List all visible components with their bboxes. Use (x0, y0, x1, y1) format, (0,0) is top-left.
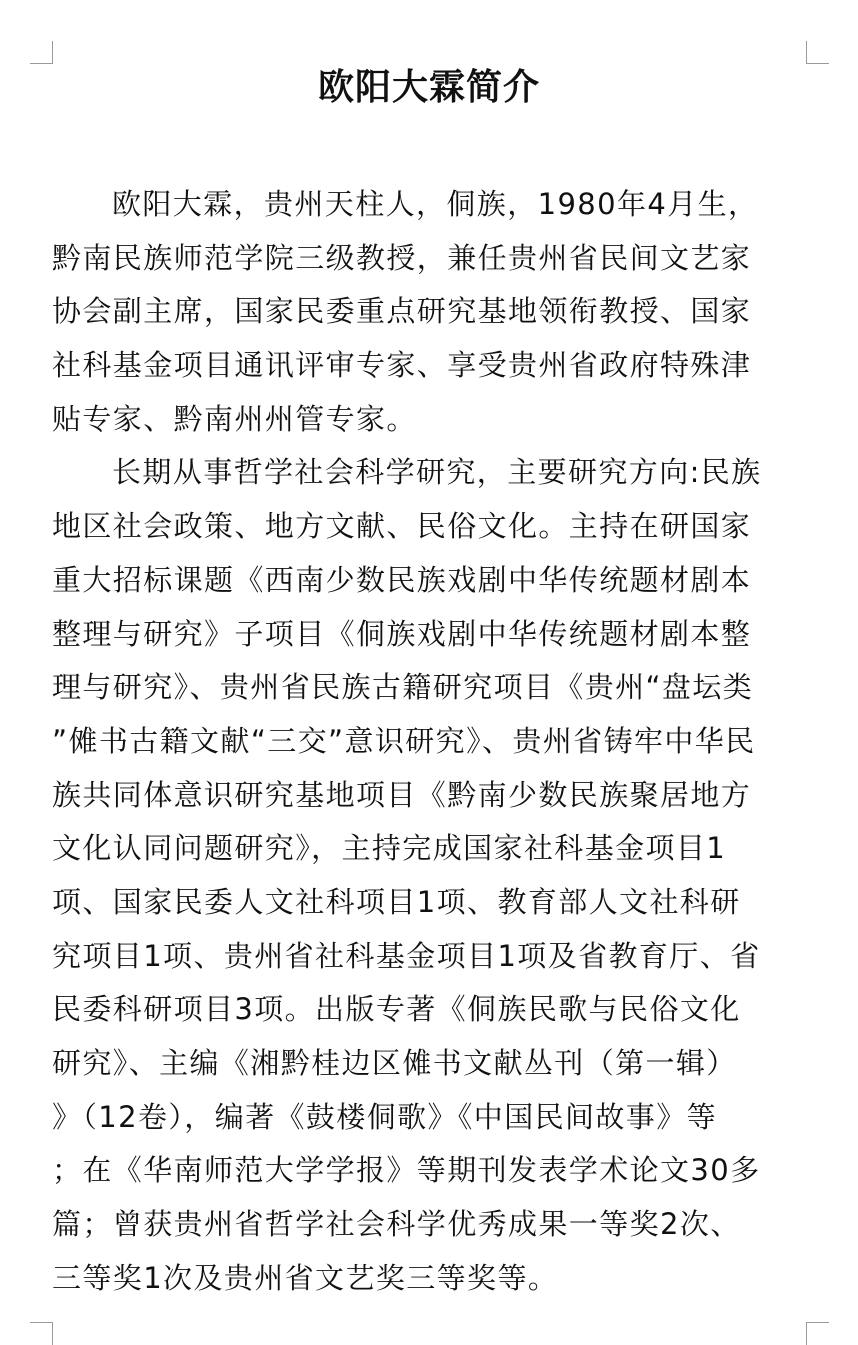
paragraph-line: 重大招标课题《西南少数民族戏剧中华传统题材剧本 (52, 562, 752, 597)
paragraph-line: 项、国家民委人文社科项目1项、教育部人文社科研 (52, 884, 741, 919)
paragraph-line: 社科基金项目通讯评审专家、享受贵州省政府特殊津 (52, 348, 752, 383)
paragraph-2 (52, 446, 812, 1305)
paragraph-line: 究项目1项、贵州省社科基金项目1项及省教育厅、省 (52, 938, 761, 973)
paragraph-line: 黔南民族师范学院三级教授，兼任贵州省民间文艺家 (52, 240, 752, 275)
paragraph-line: 长期从事哲学社会科学研究，主要研究方向:民族 (112, 455, 762, 490)
document-title: 欧阳大霖简介 (317, 67, 540, 108)
paragraph-line: 族共同体意识研究基地项目《黔南少数民族聚居地方 (52, 777, 752, 812)
paragraph-line: 文化认同问题研究》，主持完成国家社科基金项目1 (52, 831, 727, 866)
paragraph-line: 理与研究》、贵州省民族古籍研究项目《贵州“盘坛类 (52, 670, 754, 705)
paragraph-1 (52, 178, 812, 446)
page-corner-mark-top-right (806, 41, 829, 64)
paragraph-line: 整理与研究》子项目《侗族戏剧中华传统题材剧本整 (52, 616, 752, 651)
paragraph-line: 民委科研项目3项。出版专著《侗族民歌与民俗文化 (52, 992, 741, 1027)
paragraph-line: 研究》、主编《湘黔桂边区傩书文献丛刊（第一辑） (52, 1046, 737, 1080)
paragraph-line: 欧阳大霖，贵州天柱人，侗族，1980年4月生， (112, 187, 759, 221)
paragraph-line: 三等奖1次及贵州省文艺奖三等奖等。 (52, 1260, 559, 1295)
page-corner-mark-top-left (30, 41, 53, 64)
paragraph-line: 协会副主席，国家民委重点研究基地领衔教授、国家 (52, 294, 752, 329)
document-body (52, 178, 812, 1305)
paragraph-line: 地区社会政策、地方文献、民俗文化。主持在研国家 (52, 509, 752, 544)
page-corner-mark-bottom-left (30, 1322, 53, 1345)
paragraph-line: ；在《华南师范大学学报》等期刊发表学术论文30多 (52, 1153, 761, 1188)
paragraph-line: 》（12卷），编著《鼓楼侗歌》《中国民间故事》等 (52, 1099, 718, 1134)
page-corner-mark-bottom-right (806, 1322, 829, 1345)
paragraph-line: 篇；曾获贵州省哲学社会科学优秀成果一等奖2次、 (52, 1207, 741, 1242)
paragraph-line: ”傩书古籍文献“三交”意识研究》、贵州省铸牢中华民 (52, 723, 756, 758)
paragraph-line: 贴专家、黔南州州管专家。 (52, 401, 417, 436)
